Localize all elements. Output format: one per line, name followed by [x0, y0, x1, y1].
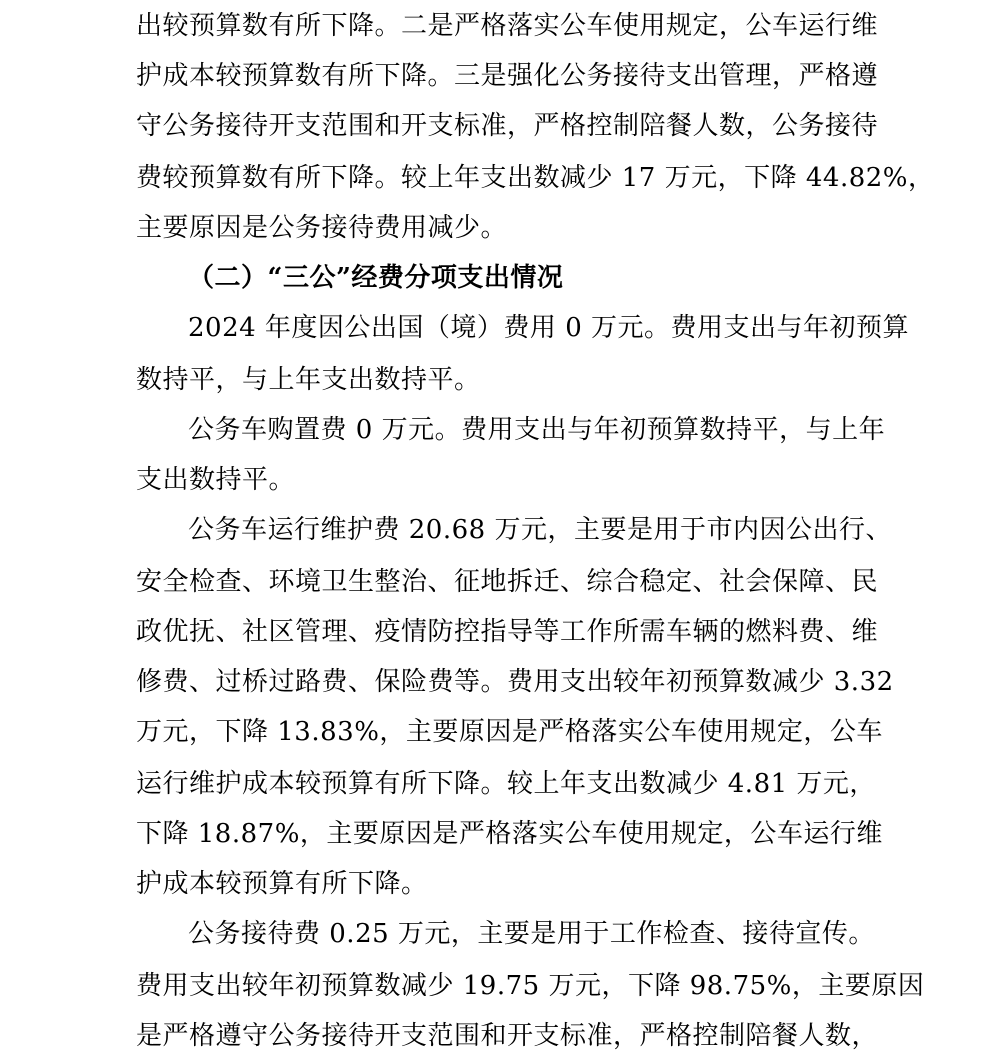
text-line: 公务接待费 0.25 万元，主要是用于工作检查、接待宣传。 — [188, 919, 875, 949]
text-line: 护成本较预算数有所下降。三是强化公务接待支出管理，严格遵 — [136, 61, 879, 91]
text-line: 公务车购置费 0 万元。费用支出与年初预算数持平，与上年 — [188, 415, 886, 445]
text-line: 是严格遵守公务接待开支范围和开支标准，严格控制陪餐人数， — [136, 1021, 879, 1051]
text-line: 下降 18.87%，主要原因是严格落实公车使用规定，公车运行维 — [136, 819, 883, 849]
text-line: 安全检查、环境卫生整治、征地拆迁、综合稳定、社会保障、民 — [136, 567, 879, 597]
text-line: 政优抚、社区管理、疫情防控指导等工作所需车辆的燃料费、维 — [136, 617, 879, 647]
text-line: 公务车运行维护费 20.68 万元，主要是用于市内因公出行、 — [188, 515, 892, 545]
text-line: 运行维护成本较预算有所下降。较上年支出数减少 4.81 万元， — [136, 769, 876, 799]
text-line: 护成本较预算有所下降。 — [136, 869, 428, 899]
text-line: 主要原因是公务接待费用减少。 — [136, 213, 508, 243]
section-heading: （二）“三公”经费分项支出情况 — [188, 263, 564, 293]
text-line: 2024 年度因公出国（境）费用 0 万元。费用支出与年初预算 — [188, 313, 910, 343]
text-line: 支出数持平。 — [136, 465, 296, 495]
text-line: 万元，下降 13.83%，主要原因是严格落实公车使用规定，公车 — [136, 717, 883, 747]
text-line: 费用支出较年初预算数减少 19.75 万元，下降 98.75%，主要原因 — [136, 971, 925, 1001]
text-line: 修费、过桥过路费、保险费等。费用支出较年初预算数减少 3.32 — [136, 667, 894, 697]
text-line: 数持平，与上年支出数持平。 — [136, 365, 481, 395]
text-line: 出较预算数有所下降。二是严格落实公车使用规定，公车运行维 — [136, 11, 879, 41]
text-line: 守公务接待开支范围和开支标准，严格控制陪餐人数，公务接待 — [136, 111, 879, 141]
text-line: 费较预算数有所下降。较上年支出数减少 17 万元，下降 44.82%， — [136, 163, 935, 193]
